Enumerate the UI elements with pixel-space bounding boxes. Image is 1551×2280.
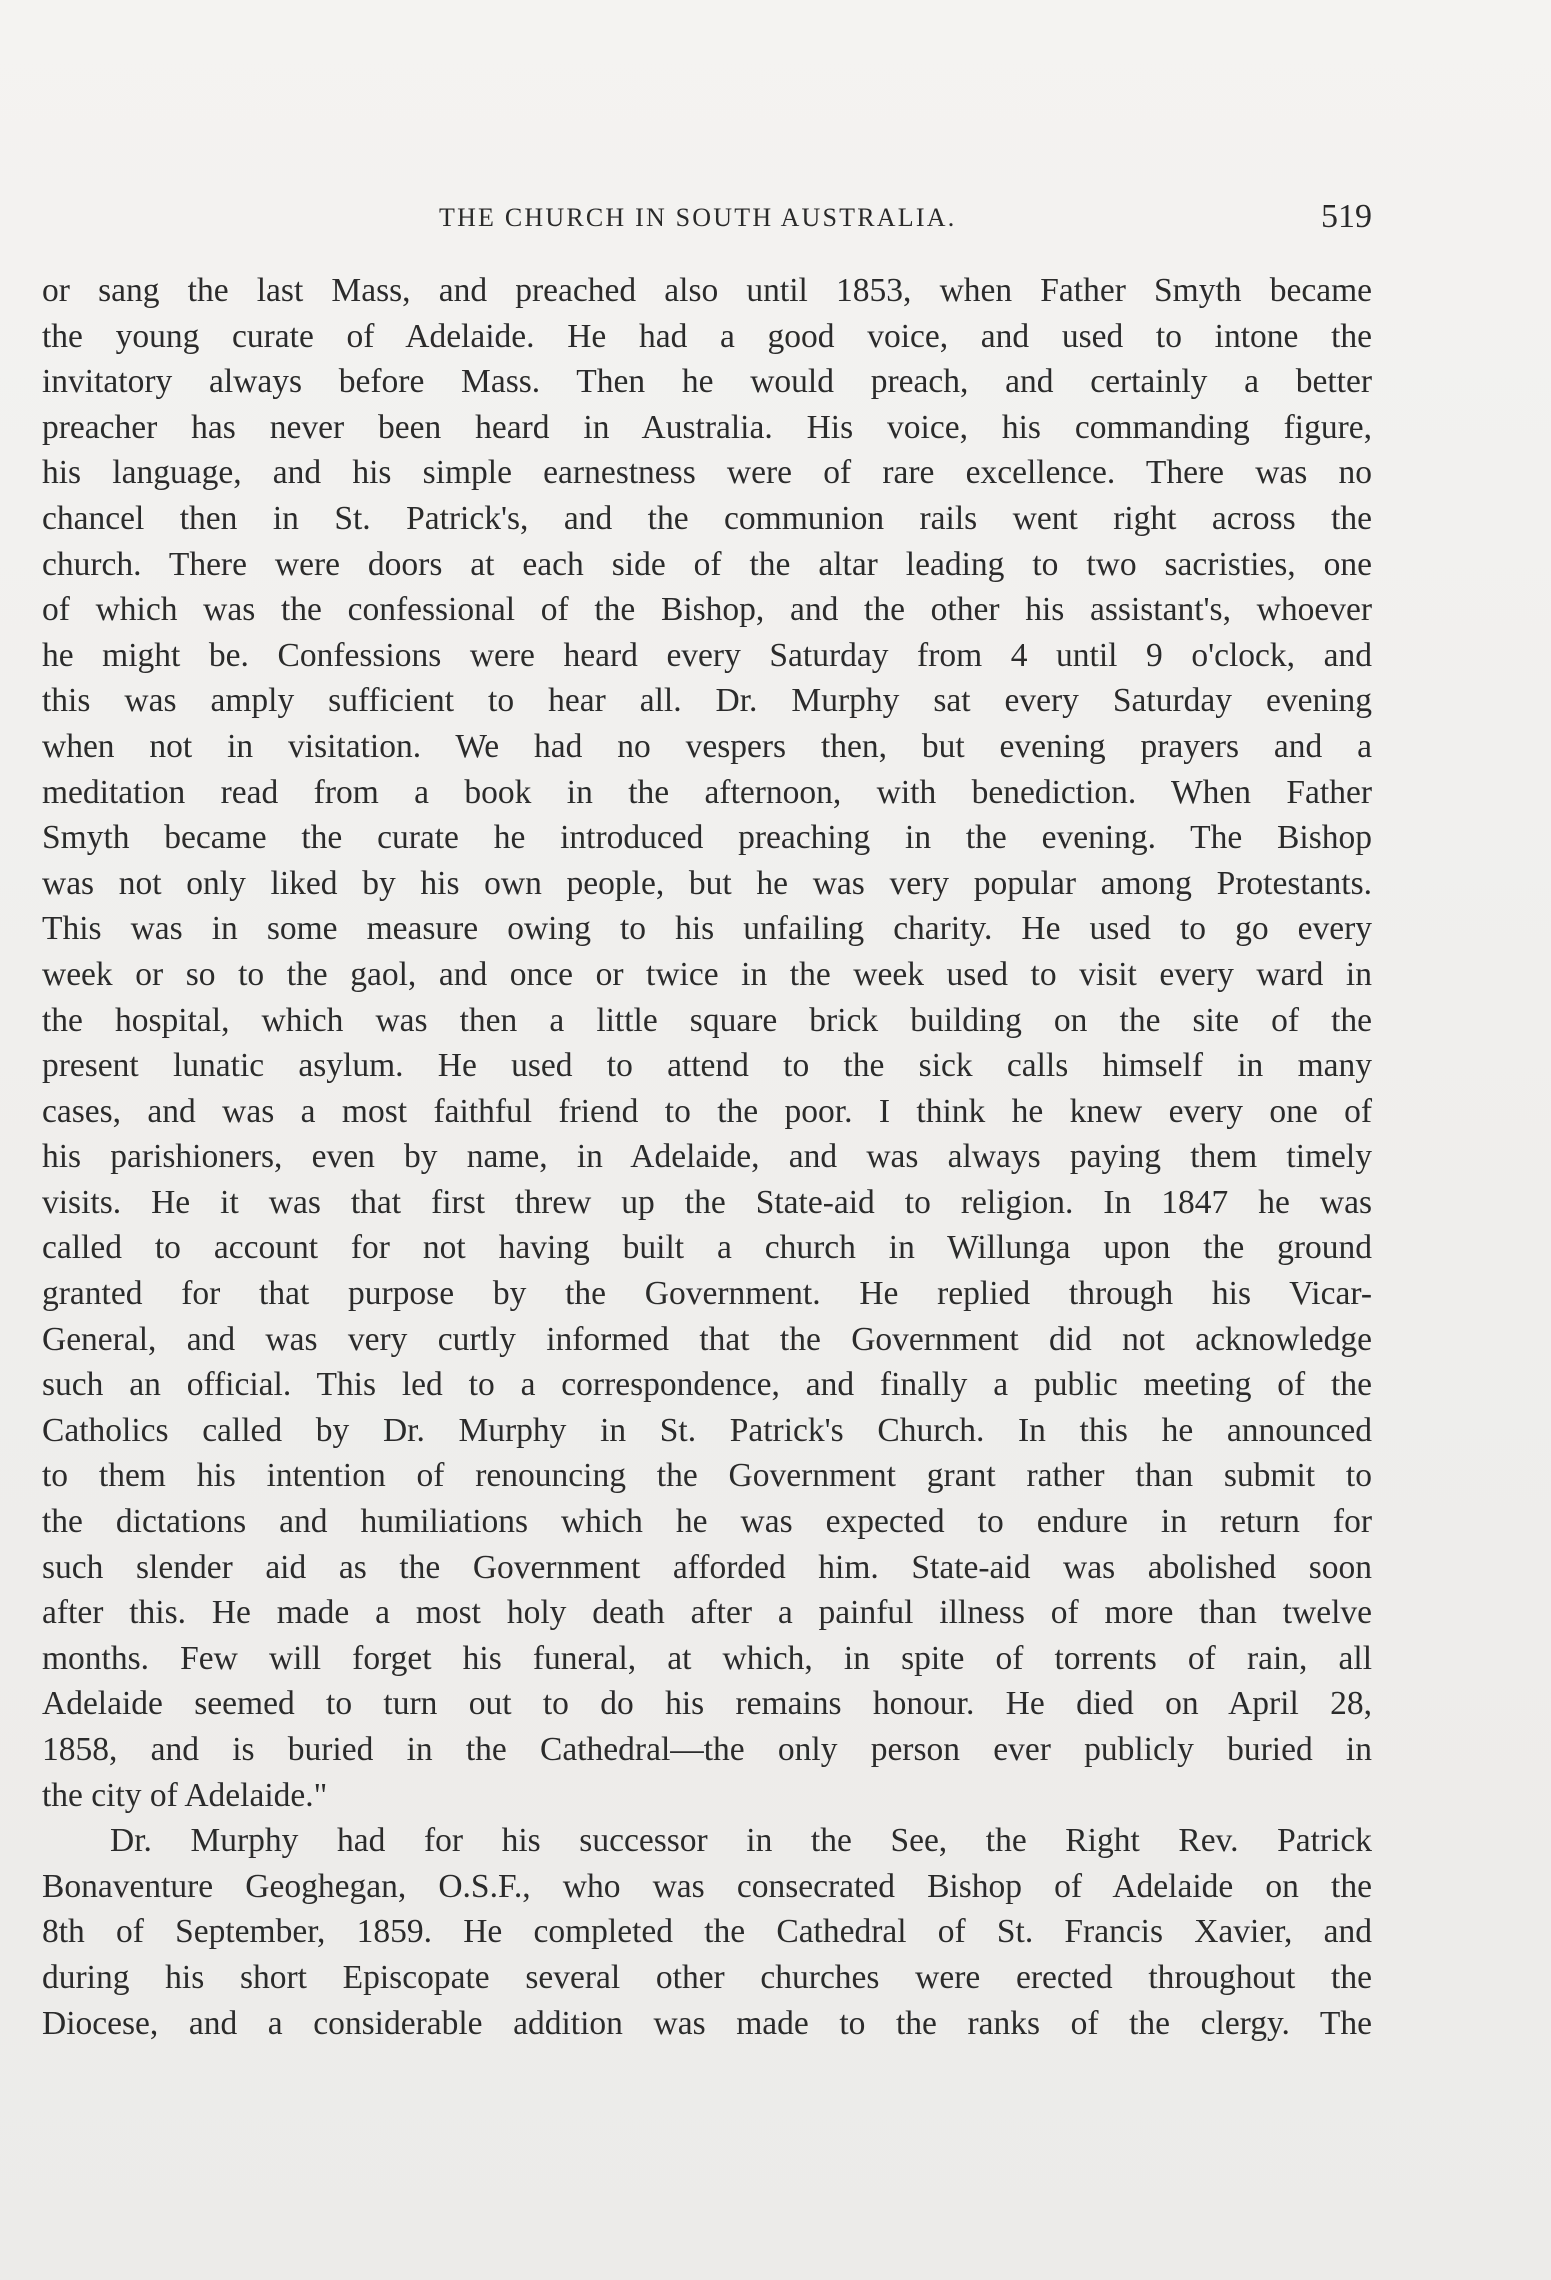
text-line: during his short Episcopate several other churches were erected throughout the [42,1958,1372,1996]
text-line: Adelaide seemed to turn out to do his remains honour. He died on April 28, [42,1685,1372,1723]
running-head: THE CHURCH IN SOUTH AUSTRALIA. [439,203,957,232]
text-line: General, and was very curtly informed that the Government did not acknowledge [42,1320,1372,1358]
text-line: was not only liked by his own people, but he was very popular among Protestants. [42,864,1372,902]
text-line: called to account for not having built a church in Willunga upon the ground [42,1229,1372,1267]
body-text [42,268,1372,2046]
text-line: church. There were doors at each side of the altar leading to two sacristies, one [42,545,1372,583]
text-line: this was amply sufficient to hear all. Dr. Murphy sat every Saturday evening [42,682,1372,720]
text-line: meditation read from a book in the afternoon, with benediction. When Father [42,773,1372,811]
text-line: or sang the last Mass, and preached also until 1853, when Father Smyth became [42,272,1372,309]
text-line: preacher has never been heard in Australia. His voice, his commanding figure, [42,408,1372,446]
paragraph-1 [42,268,1372,1818]
text-line: chancel then in St. Patrick's, and the communion rails went right across the [42,499,1372,537]
text-line: Catholics called by Dr. Murphy in St. Patrick's Church. In this he announced [42,1411,1372,1449]
text-line: Dr. Murphy had for his successor in the See, the Right Rev. Patrick [110,1822,1372,1860]
page-number: 519 [1321,198,1372,235]
text-line: his parishioners, even by name, in Adelaide, and was always paying them timely [42,1138,1372,1176]
text-line: his language, and his simple earnestness were of rare excellence. There was no [42,454,1372,492]
text-line: This was in some measure owing to his unfailing charity. He used to go every [42,910,1372,948]
text-line: the dictations and humiliations which he was expected to endure in return for [42,1503,1372,1541]
text-line: granted for that purpose by the Government. He replied through his Vicar- [42,1275,1372,1313]
text-line: of which was the confessional of the Bishop, and the other his assistant's, whoever [42,591,1372,629]
text-line: 1858, and is buried in the Cathedral—the only person ever publicly buried in [42,1731,1372,1768]
text-line: cases, and was a most faithful friend to the poor. I think he knew every one of [42,1092,1372,1130]
text-line: the young curate of Adelaide. He had a good voice, and used to intone the [42,317,1372,355]
text-line: 8th of September, 1859. He completed the Cathedral of St. Francis Xavier, and [42,1913,1372,1951]
text-line: when not in visitation. We had no vespers then, but evening prayers and a [42,727,1372,765]
text-line: such an official. This led to a correspondence, and finally a public meeting of the [42,1366,1372,1404]
text-line: the city of Adelaide." [42,1776,328,1814]
text-line: the hospital, which was then a little square brick building on the site of the [42,1001,1372,1039]
text-line: Diocese, and a considerable addition was made to the ranks of the clergy. The [42,2004,1372,2042]
page-header [0,200,1551,240]
text-line: invitatory always before Mass. Then he would preach, and certainly a better [42,363,1372,401]
text-line: to them his intention of renouncing the Government grant rather than submit to [42,1457,1372,1495]
text-line: such slender aid as the Government afforded him. State-aid was abolished soon [42,1548,1372,1586]
text-line: Smyth became the curate he introduced preaching in the evening. The Bishop [42,819,1372,857]
text-line: week or so to the gaol, and once or twice in the week used to visit every ward in [42,955,1372,993]
text-line: visits. He it was that first threw up the State-aid to religion. In 1847 he was [42,1183,1372,1221]
text-line: he might be. Confessions were heard every Saturday from 4 until 9 o'clock, and [42,636,1372,674]
text-line: after this. He made a most holy death after a painful illness of more than twelve [42,1594,1372,1632]
text-line: months. Few will forget his funeral, at which, in spite of torrents of rain, all [42,1639,1372,1677]
text-line: present lunatic asylum. He used to attend to the sick calls himself in many [42,1047,1372,1085]
text-line: Bonaventure Geoghegan, O.S.F., who was consecrated Bishop of Adelaide on the [42,1867,1372,1905]
paragraph-2 [42,1818,1372,2046]
